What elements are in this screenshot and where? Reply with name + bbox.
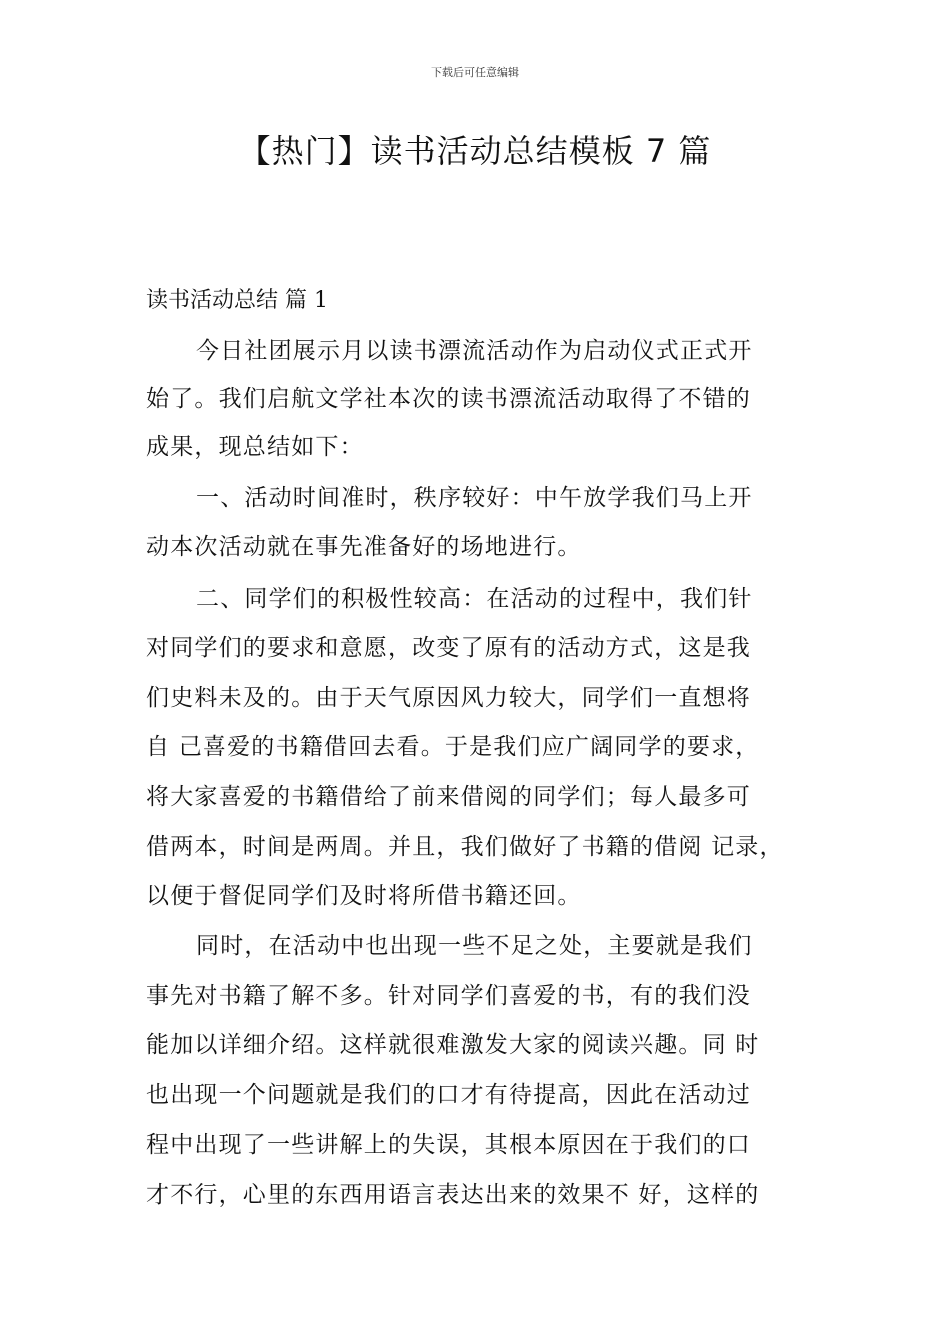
text-line: 以便于督促同学们及时将所借书籍还回。: [146, 883, 582, 909]
text-line: 一、活动时间准时，秩序较好：中午放学我们马上开: [196, 485, 753, 511]
text-line: 今日社团展示月以读书漂流活动作为启动仪式正式开: [196, 338, 753, 364]
text-line: 自 己喜爱的书籍借回去看。于是我们应广阔同学的要求，: [146, 734, 760, 760]
text-line: 将大家喜爱的书籍借给了前来借阅的同学们；每人最多可: [146, 784, 751, 810]
text-line: 事先对书籍了解不多。针对同学们喜爱的书，有的我们没: [146, 983, 751, 1009]
text-line: 二、同学们的积极性较高：在活动的过程中，我们针: [196, 586, 753, 612]
text-line: 们史料未及的。由于天气原因风力较大，同学们一直想将: [146, 685, 751, 711]
header-note: 下载后可任意编辑: [431, 66, 519, 79]
text-line: 也出现一个问题就是我们的口才有待提高，因此在活动过: [146, 1082, 751, 1108]
text-line: 成果，现总结如下：: [146, 434, 364, 460]
section-heading: 读书活动总结 篇 1: [146, 288, 328, 313]
text-line: 能加以详细介绍。这样就很难激发大家的阅读兴趣。同 时: [146, 1032, 760, 1058]
document-title: 【热门】读书活动总结模板 7 篇: [238, 132, 712, 170]
text-line: 才不行，心里的东西用语言表达出来的效果不 好，这样的: [146, 1182, 760, 1208]
text-line: 动本次活动就在事先准备好的场地进行。: [146, 534, 582, 560]
text-line: 同时，在活动中也出现一些不足之处，主要就是我们: [196, 933, 753, 959]
text-line: 程中出现了一些讲解上的失误，其根本原因在于我们的口: [146, 1132, 751, 1158]
text-line: 始了。我们启航文学社本次的读书漂流活动取得了不错的: [146, 386, 751, 412]
text-line: 借两本，时间是两周。并且，我们做好了书籍的借阅 记录，: [146, 834, 784, 860]
text-line: 对同学们的要求和意愿，改变了原有的活动方式，这是我: [146, 635, 751, 661]
